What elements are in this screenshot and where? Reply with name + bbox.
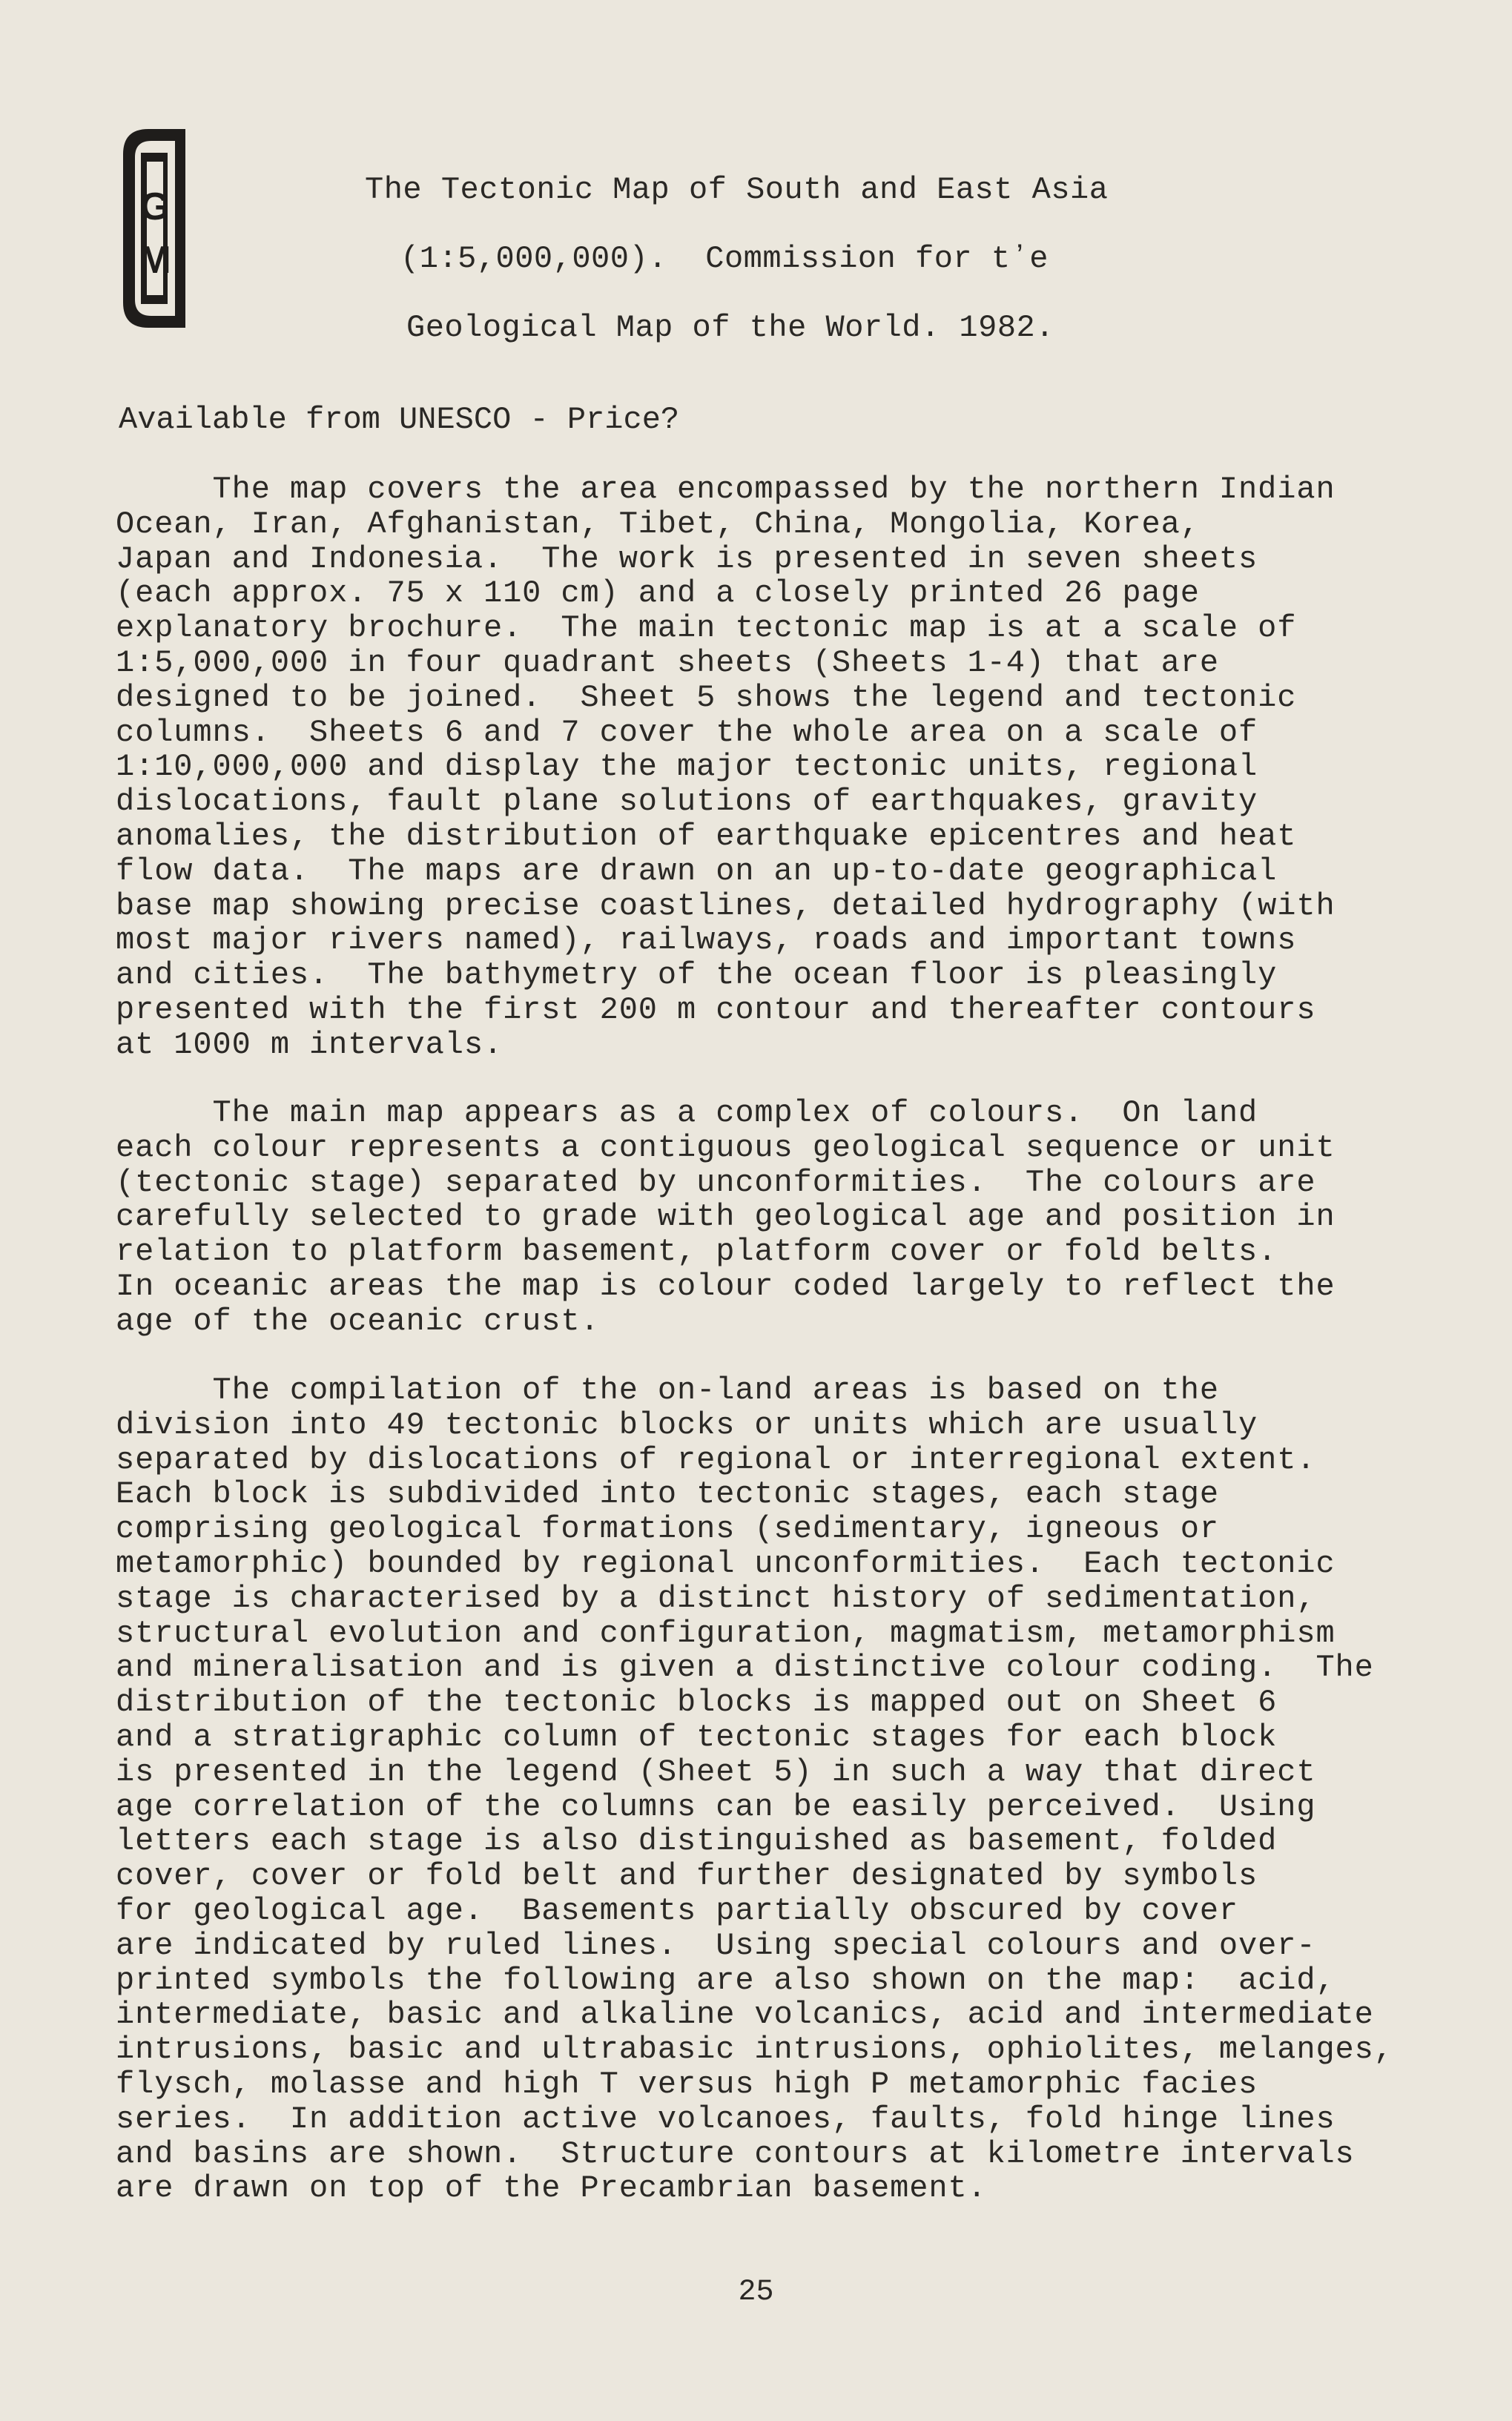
text-line: comprising geological formations (sedimentary, igneous or bbox=[116, 1511, 1219, 1548]
text-line: at 1000 m intervals. bbox=[116, 1026, 504, 1063]
text-line: are drawn on top of the Precambrian basement. bbox=[116, 2170, 987, 2207]
text-line: series. In addition active volcanoes, faults, fold hinge lines bbox=[116, 2101, 1336, 2137]
text-line: base map showing precise coastlines, detailed hydrography (with bbox=[116, 888, 1336, 924]
text-line: flysch, molasse and high T versus high P metamorphic facies bbox=[116, 2066, 1258, 2102]
text-line: (tectonic stage) separated by unconformities. The colours are bbox=[116, 1164, 1316, 1200]
text-line: Each block is subdivided into tectonic stages, each stage bbox=[116, 1476, 1219, 1513]
text-line: The map covers the area encompassed by the northern Indian bbox=[116, 472, 1336, 507]
text-line: printed symbols the following are also shown on the map: acid, bbox=[116, 1962, 1336, 1998]
text-line: dislocations, fault plane solutions of earthquakes, gravity bbox=[116, 784, 1258, 820]
text-line: The main map appears as a complex of colours. On land bbox=[116, 1095, 1258, 1131]
page-number: 25 bbox=[738, 2276, 774, 2309]
text-line: division into 49 tectonic blocks or units which are usually bbox=[116, 1407, 1258, 1443]
text-line: distribution of the tectonic blocks is mapped out on Sheet 6 bbox=[116, 1685, 1278, 1721]
title-line: (1:5,000,000). Commission for tʼe bbox=[400, 241, 1049, 277]
text-line: flow data. The maps are drawn on an up-to-date geographical bbox=[116, 853, 1278, 889]
title-line: Geological Map of the World. 1982. bbox=[406, 310, 1054, 346]
text-line: each colour represents a contiguous geological sequence or unit bbox=[116, 1129, 1336, 1166]
text-line: cover, cover or fold belt and further designated by symbols bbox=[116, 1858, 1258, 1895]
text-line: In oceanic areas the map is colour coded largely to reflect the bbox=[116, 1268, 1336, 1304]
text-line: The compilation of the on-land areas is based on the bbox=[116, 1373, 1219, 1408]
text-line: age correlation of the columns can be easily perceived. Using bbox=[116, 1788, 1316, 1825]
text-line: presented with the first 200 m contour and thereafter contours bbox=[116, 991, 1316, 1028]
text-line: and basins are shown. Structure contours at kilometre intervals bbox=[116, 2136, 1355, 2172]
logo-letter-m: M bbox=[139, 239, 171, 282]
text-line: relation to platform basement, platform cover or fold belts. bbox=[116, 1234, 1278, 1270]
text-line: 1:5,000,000 in four quadrant sheets (Sheets 1-4) that are bbox=[116, 644, 1219, 681]
document-title bbox=[297, 156, 1335, 363]
text-line: designed to be joined. Sheet 5 shows the legend and tectonic bbox=[116, 679, 1297, 716]
text-line: Ocean, Iran, Afghanistan, Tibet, China, Mongolia, Korea, bbox=[116, 506, 1200, 542]
text-line: and a stratigraphic column of tectonic stages for each block bbox=[116, 1719, 1278, 1755]
text-line: explanatory brochure. The main tectonic map is at a scale of bbox=[116, 610, 1297, 647]
text-line: anomalies, the distribution of earthquake epicentres and heat bbox=[116, 818, 1297, 854]
text-line: intermediate, basic and alkaline volcanics, acid and intermediate bbox=[116, 1997, 1374, 2033]
cgmw-logo bbox=[119, 125, 191, 332]
paragraph-colour-scheme bbox=[116, 1096, 1488, 1339]
text-line: Japan and Indonesia. The work is presented in seven sheets bbox=[116, 541, 1258, 577]
text-line: is presented in the legend (Sheet 5) in such a way that direct bbox=[116, 1754, 1316, 1790]
cgmw-logo-mark bbox=[119, 125, 191, 332]
text-line: metamorphic) bounded by regional unconformities. Each tectonic bbox=[116, 1545, 1336, 1582]
text-line: most major rivers named), railways, roads and important towns bbox=[116, 922, 1297, 959]
title-line: The Tectonic Map of South and East Asia bbox=[365, 172, 1109, 208]
text-line: separated by dislocations of regional or interregional extent. bbox=[116, 1441, 1316, 1478]
text-line: and cities. The bathymetry of the ocean floor is pleasingly bbox=[116, 957, 1278, 994]
text-line: letters each stage is also distinguished as basement, folded bbox=[116, 1823, 1278, 1860]
text-line: age of the oceanic crust. bbox=[116, 1303, 600, 1339]
text-line: intrusions, basic and ultrabasic intrusions, ophiolites, melanges, bbox=[116, 2032, 1393, 2068]
paragraph-map-coverage bbox=[116, 472, 1488, 1063]
paragraph-compilation bbox=[116, 1373, 1488, 2206]
text-line: are indicated by ruled lines. Using special colours and over- bbox=[116, 1927, 1316, 1963]
logo-letter-g: G bbox=[139, 185, 171, 228]
text-line: carefully selected to grade with geological age and position in bbox=[116, 1199, 1336, 1235]
text-line: (each approx. 75 x 110 cm) and a closely printed 26 page bbox=[116, 575, 1200, 612]
text-line: structural evolution and configuration, magmatism, metamorphism bbox=[116, 1615, 1336, 1651]
text-line: stage is characterised by a distinct history of sedimentation, bbox=[116, 1580, 1316, 1616]
text-line: for geological age. Basements partially obscured by cover bbox=[116, 1892, 1239, 1929]
availability-note: Available from UNESCO - Price? bbox=[119, 402, 680, 437]
text-line: 1:10,000,000 and display the major tectonic units, regional bbox=[116, 749, 1258, 785]
text-line: and mineralisation and is given a distinctive colour coding. The bbox=[116, 1650, 1374, 1686]
text-line: columns. Sheets 6 and 7 cover the whole area on a scale of bbox=[116, 714, 1258, 750]
